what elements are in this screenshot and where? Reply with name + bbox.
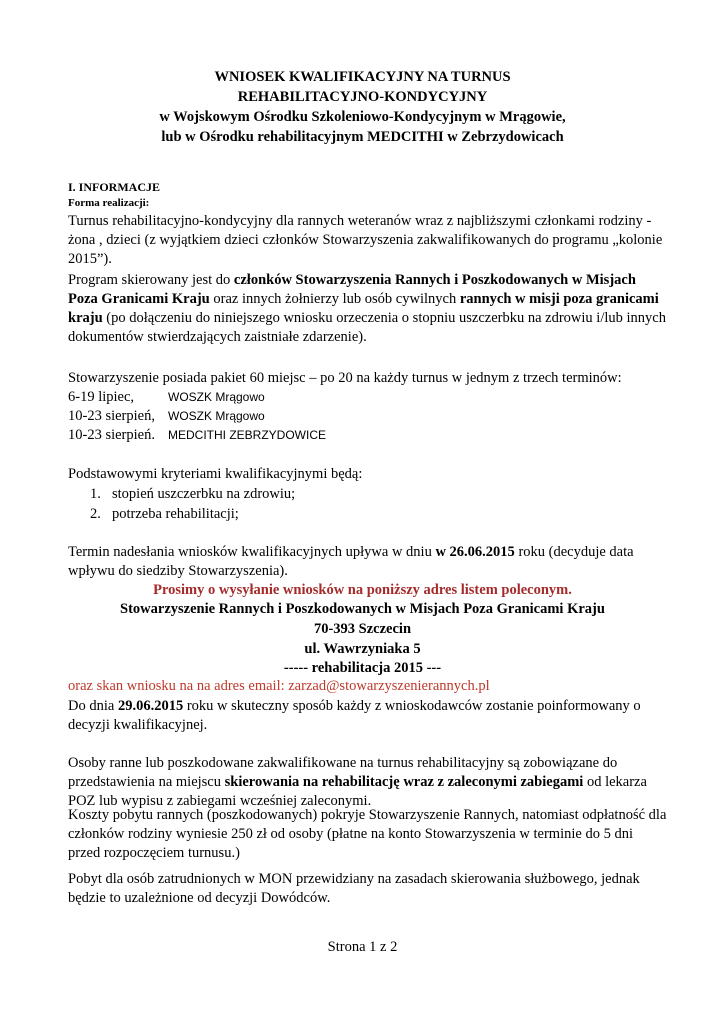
text-span: oraz innych żołnierzy lub osób cywilnych (209, 291, 460, 307)
section-heading: I. INFORMACJE (68, 180, 160, 194)
term-row (68, 426, 326, 445)
text-span: Osoby ranne lub poszkodowane zakwalifikowane na turnus rehabilitacyjny są zobowiązane do przedstawienia na miejscu (68, 755, 618, 790)
email-line: oraz skan wniosku na na adres email: zarzad@stowarzyszenierannych.pl (68, 678, 490, 694)
text-span: roku w skuteczny sposób każdy z wnioskodawców zostanie poinformowany o decyzji kwalifikacyjnej. (68, 698, 641, 733)
list-number: 1. (90, 486, 101, 502)
paragraph-mon: Pobyt dla osób zatrudnionych w MON przewidziany na zasadach skierowania służbowego, jednak będzie to uzależnione od decyzji Dowódców. (68, 871, 640, 906)
list-text: stopień uszczerbku na zdrowiu; (112, 486, 296, 502)
term-place: WOSZK Mrągowo (168, 390, 265, 404)
paragraph-decision (68, 697, 668, 735)
list-number: 2. (90, 506, 101, 522)
paragraph-deadline (68, 543, 668, 581)
list-item (90, 505, 239, 524)
term-date: 10-23 sierpień, (68, 408, 155, 424)
address-organization: Stowarzyszenie Rannych i Poszkodowanych w Misjach Poza Granicami Kraju (120, 601, 605, 617)
term-date: 10-23 sierpień. (68, 427, 155, 443)
text-span: od lekarza POZ lub wypisu z zabiegami wcześniej zaleconymi. (68, 774, 647, 809)
mailing-request: Prosimy o wysyłanie wniosków na poniższy adres listem poleconym. (153, 582, 572, 598)
title-line-4: lub w Ośrodku rehabilitacyjnym MEDCITHI w Zebrzydowicach (161, 129, 564, 145)
address-city: 70-393 Szczecin (313, 621, 412, 637)
text-span: Do dnia (68, 698, 118, 714)
term-date: 6-19 lipiec, (68, 389, 135, 405)
text-span: (po dołączeniu do niniejszego wniosku orzeczenia o stopniu uszczerbku na zdrowiu i/lub innych dokumentów stwierdzających zaistniałe zdarzenie). (68, 310, 666, 345)
bold-span: członków Stowarzyszenia Rannych i Poszkodowanych w Misjach Poza Granicami Kraju (68, 272, 636, 307)
page-number: Strona 1 z 2 (327, 939, 398, 955)
paragraph-places: Stowarzyszenie posiada pakiet 60 miejsc – po 20 na każdy turnus w jednym z trzech terminów: (68, 370, 622, 386)
term-place: MEDCITHI ZEBRZYDOWICE (168, 428, 326, 442)
term-row (68, 407, 265, 426)
paragraph-referral (68, 754, 668, 811)
bold-span: 29.06.2015 (117, 698, 184, 714)
bold-span: rannych w misji poza granicami kraju (68, 291, 659, 326)
bold-span: skierowania na rehabilitację wraz z zaleconymi zabiegami (224, 774, 584, 790)
text-span: roku (decyduje data wpływu do siedziby Stowarzyszenia). (68, 544, 634, 579)
text-span: Termin nadesłania wniosków kwalifikacyjnych upływa w dniu (68, 544, 436, 560)
list-item (90, 485, 295, 504)
list-text: potrzeba rehabilitacji; (112, 506, 239, 522)
address-street: ul. Wawrzyniaka 5 (304, 641, 421, 657)
term-row (68, 388, 265, 407)
paragraph-costs: Koszty pobytu rannych (poszkodowanych) pokryje Stowarzyszenie Rannych, natomiast odpłatność dla członków rodziny wyniesie 250 zł od osoby (płatne na konto Stowarzyszenia w terminie do 5 dni przed rozpoczęciem turnusu.) (68, 807, 667, 861)
term-place: WOSZK Mrągowo (168, 409, 265, 423)
text-span: Program skierowany jest do (68, 272, 234, 288)
paragraph-target-group (68, 271, 668, 347)
title-line-2: REHABILITACYJNO-KONDYCYJNY (237, 89, 488, 105)
subsection-heading: Forma realizacji: (68, 197, 150, 209)
paragraph-criteria-intro: Podstawowymi kryteriami kwalifikacyjnymi będą: (68, 466, 363, 482)
paragraph-intro: Turnus rehabilitacyjno-kondycyjny dla rannych weteranów wraz z najbliższymi członkami rodziny - żona , dzieci (z wyjątkiem dzieci członków Stowarzyszenia zakwalifikowanych do programu „kolonie 2015”). (68, 213, 663, 267)
address-note: ----- rehabilitacja 2015 --- (283, 660, 442, 676)
title-line-3: w Wojskowym Ośrodku Szkoleniowo-Kondycyjnym w Mrągowie, (159, 109, 566, 125)
bold-span: w 26.06.2015 (435, 544, 515, 560)
title-line-1: WNIOSEK KWALIFIKACYJNY NA TURNUS (214, 69, 511, 85)
